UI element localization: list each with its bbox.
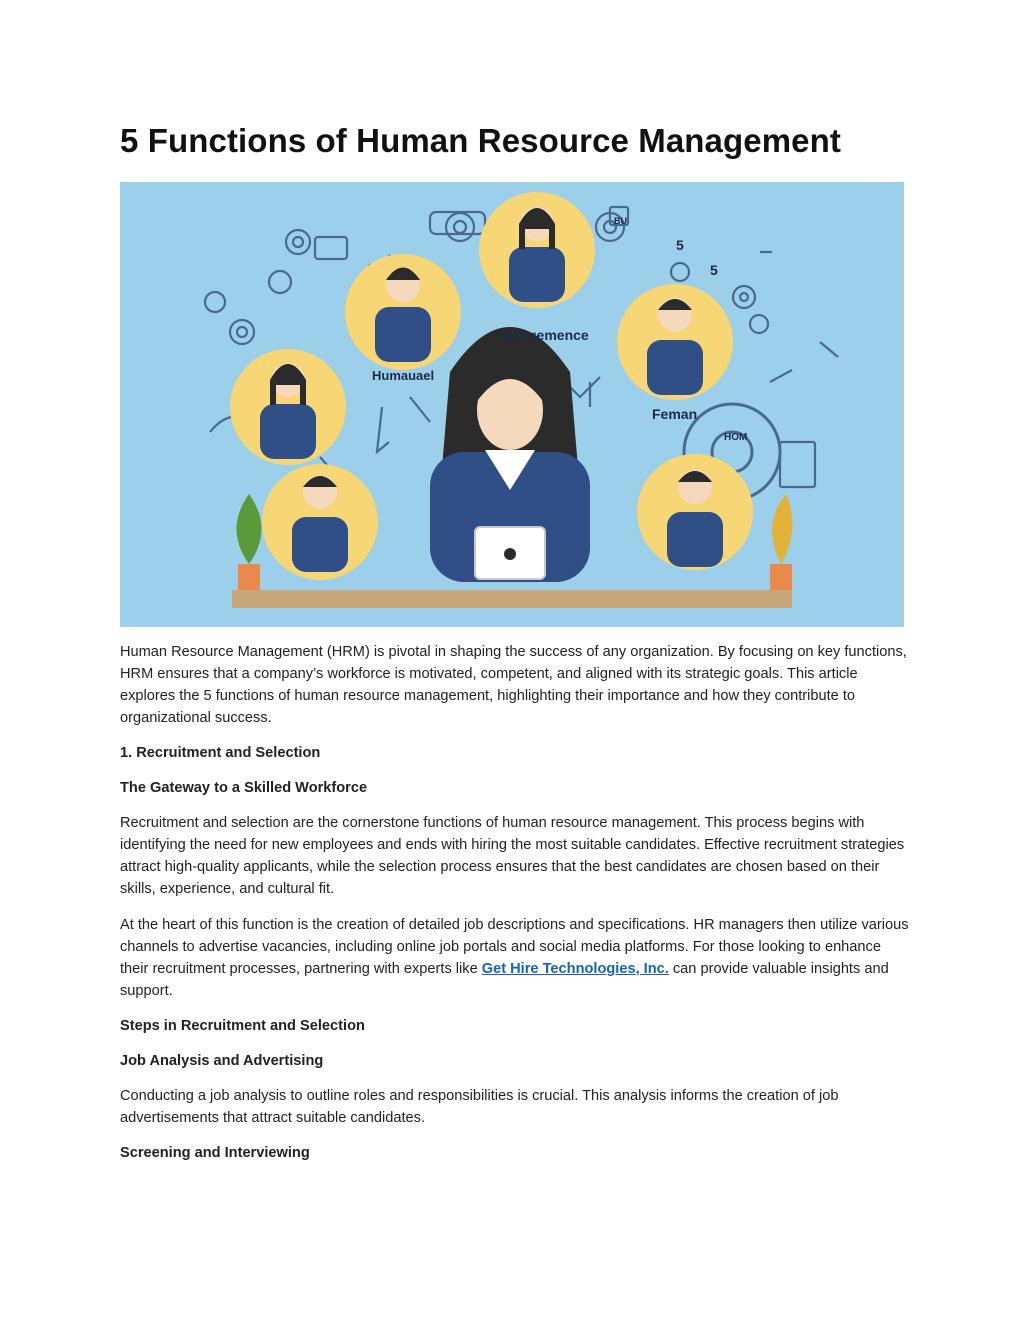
screening-heading: Screening and Interviewing: [120, 1145, 310, 1161]
intro-paragraph: Human Resource Management (HRM) is pivotal in shaping the success of any organization. By focusing on key functions, HRM ensures that a company’s workforce is motivated, competent, and aligned with its strategic goals. This article explores the 5 functions of human resource management, highlighting their importance and how they contribute to organizational success.: [120, 644, 907, 726]
label-top: Mangemence: [500, 327, 589, 343]
label-badge-5: 5: [676, 237, 684, 253]
get-hire-technologies-link[interactable]: Get Hire Technologies, Inc.: [481, 961, 669, 977]
steps-heading: Steps in Recruitment and Selection: [120, 1018, 365, 1034]
recruitment-paragraph-1: Recruitment and selection are the cornerstone functions of human resource management. This process begins with identifying the need for new employees and ends with hiring the most suitable candidates. Effective recruitment strategies attract high-quality applicants, while the selection process ensures that the best candidates are chosen based on their skills, experience, and cultural fit.: [120, 815, 905, 897]
label-doc: HOM: [724, 432, 748, 443]
label-left: Humauael: [372, 368, 435, 383]
page-title: 5 Functions of Human Resource Management: [120, 122, 841, 159]
label-badge-5b: 5: [710, 262, 718, 278]
label-bu: BU: [614, 216, 627, 226]
paragraph-text-after-link: can provide valuable insights and support.: [120, 961, 889, 999]
job-analysis-paragraph: Conducting a job analysis to outline roles and responsibilities is crucial. This analysis informs the creation of job advertisements that attract suitable candidates.: [120, 1088, 839, 1126]
central-manager: [430, 327, 590, 582]
hr-team-illustration: [120, 182, 904, 627]
job-analysis-heading: Job Analysis and Advertising: [120, 1053, 324, 1069]
recruitment-paragraph-2: [120, 914, 910, 1002]
label-right: Feman: [652, 406, 698, 422]
hero-illustration: [120, 182, 904, 627]
article-body: [120, 641, 910, 1164]
section-heading: 1. Recruitment and Selection: [120, 745, 321, 761]
desk: [232, 590, 792, 608]
section-subheading: The Gateway to a Skilled Workforce: [120, 780, 368, 796]
paragraph-text-before-link: At the heart of this function is the creation of detailed job descriptions and specifications. HR managers then utilize various channels to advertise vacancies, including online job portals and social media platforms. For those looking to enhance their recruitment processes, partnering with experts like: [120, 917, 909, 977]
